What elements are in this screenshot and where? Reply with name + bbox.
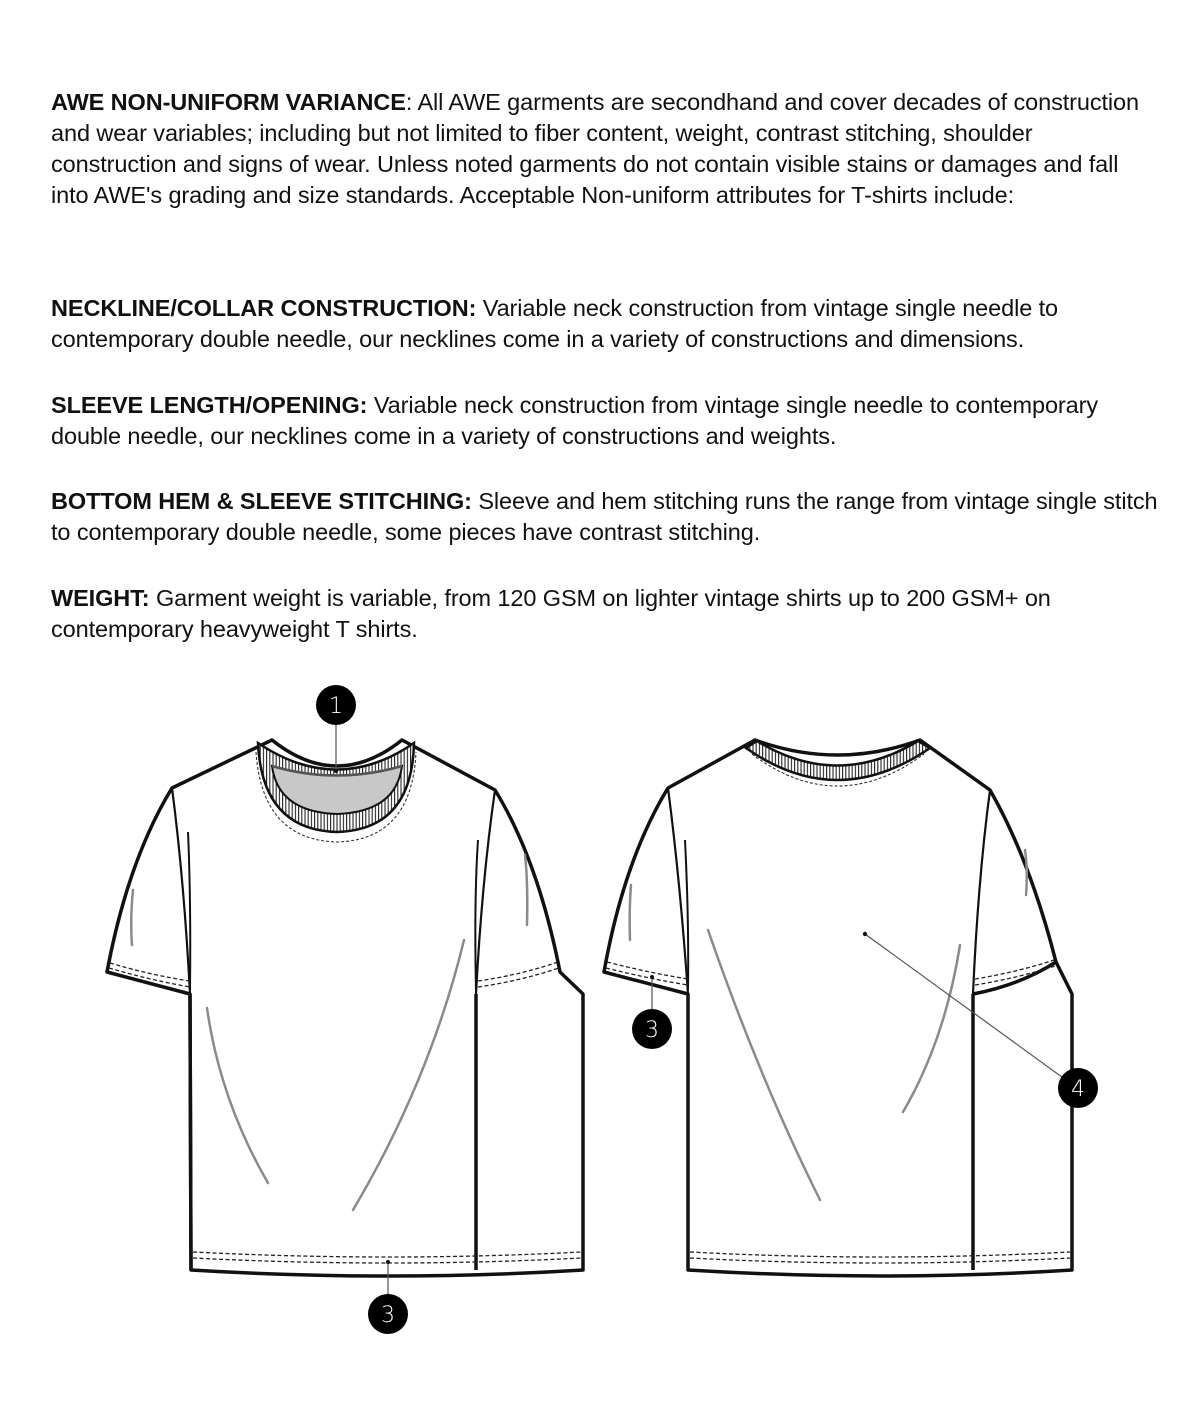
section-body: Sleeve and hem stitching runs the range from vintage single stitch to contemporary double needle, some pieces have contrast stitching. [51, 488, 1158, 545]
description-section-hem [51, 486, 1161, 548]
description-section-sleeve [51, 390, 1161, 452]
marker-number: 3 [645, 1018, 659, 1043]
marker-1-neckline [316, 685, 356, 773]
back-shirt-outline [604, 740, 1072, 1276]
section-body: Variable neck construction from vintage single needle to contemporary double needle, our necklines come in a variety of constructions and dimensions. [51, 295, 1059, 352]
description-section-neckline [51, 293, 1161, 355]
marker-number: 4 [1071, 1077, 1085, 1102]
marker-number: 3 [381, 1303, 395, 1328]
section-body: All AWE garments are secondhand and cover decades of construction and wear variables; including but not limited to fiber content, weight, contrast stitching, shoulder construction and signs of wear. Unless noted garments do not contain visible stains or damages and fall into AWE's grading and size standards. Acceptable Non-uniform attributes for T-shirts include: [51, 89, 1139, 208]
section-label: SLEEVE LENGTH/OPENING: [51, 392, 368, 418]
section-label: NECKLINE/COLLAR CONSTRUCTION: [51, 295, 477, 321]
tshirt-back-view [604, 740, 1098, 1276]
marker-number: 1 [329, 694, 343, 719]
description-section-intro [51, 87, 1161, 211]
section-label: WEIGHT: [51, 585, 150, 611]
section-body: Variable neck construction from vintage single needle to contemporary double needle, our necklines come in a variety of constructions and weights. [51, 392, 1099, 449]
tshirt-diagram [0, 660, 1200, 1425]
section-separator: : [405, 89, 413, 115]
section-label: AWE NON-UNIFORM VARIANCE [51, 89, 406, 115]
section-body: Garment weight is variable, from 120 GSM on lighter vintage shirts up to 200 GSM+ on contemporary heavyweight T shirts. [51, 585, 1051, 642]
description-section-weight [51, 583, 1161, 645]
section-label: BOTTOM HEM & SLEEVE STITCHING: [51, 488, 472, 514]
tshirt-front-view [107, 685, 583, 1334]
